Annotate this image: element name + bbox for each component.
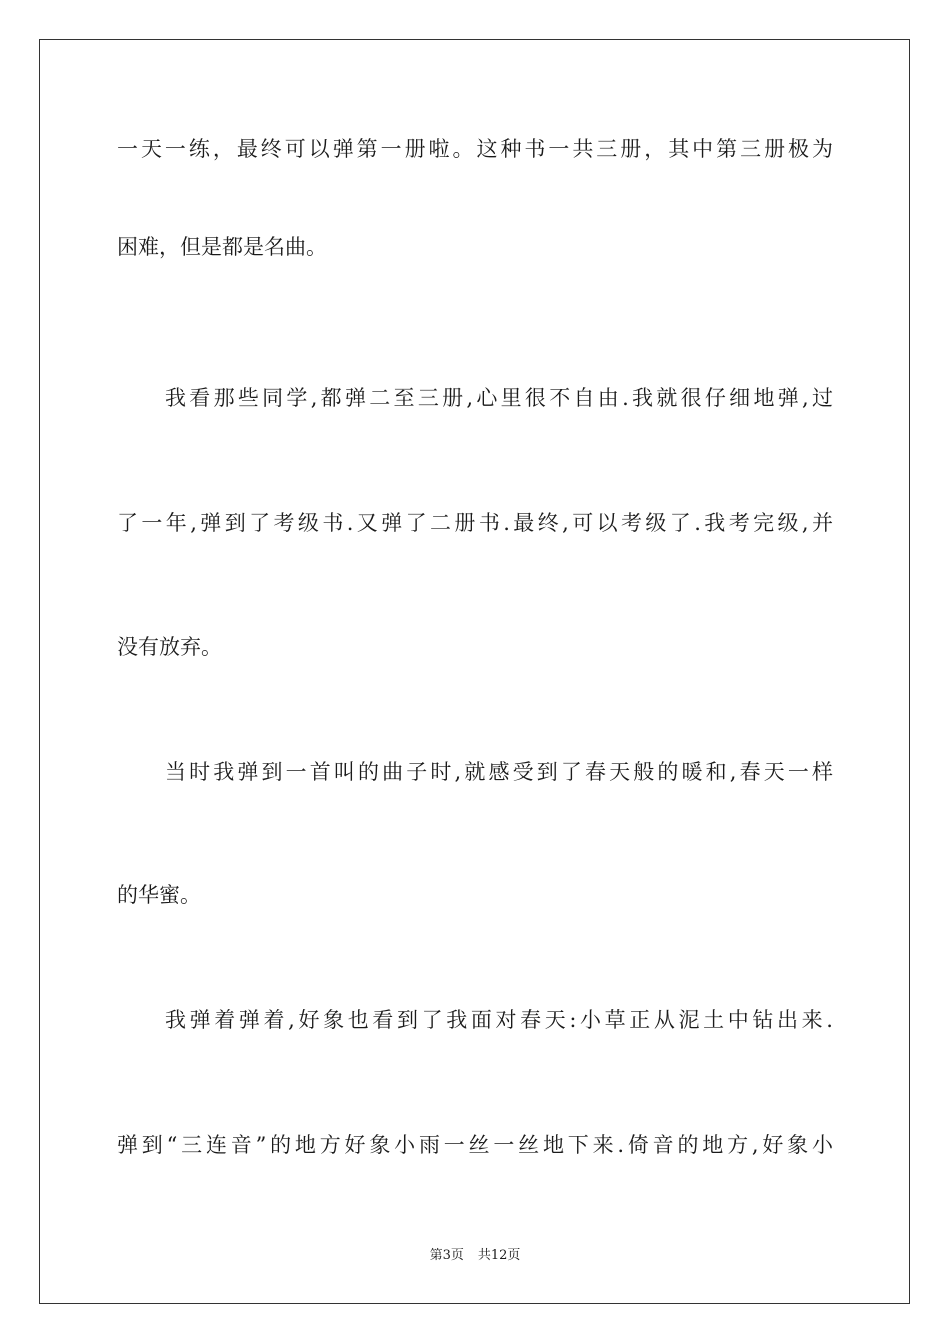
- text-line-2: 困难，但是都是名曲。: [117, 235, 327, 259]
- page-number: 第3页: [429, 1248, 464, 1263]
- text-line-5: 没有放弃。: [117, 635, 222, 659]
- text-line-6: 当时我弹到一首叫的曲子时,就感受到了春天般的暖和,春天一样: [165, 760, 833, 784]
- text-line-8: 我弹着弹着,好象也看到了我面对春天:小草正从泥土中钻出来.: [165, 1008, 833, 1032]
- text-line-1: 一天一练，最终可以弹第一册啦。这种书一共三册，其中第三册极为: [117, 137, 833, 161]
- text-line-3: 我看那些同学,都弹二至三册,心里很不自由.我就很仔细地弹,过: [165, 386, 833, 410]
- text-line-4: 了一年,弹到了考级书.又弹了二册书.最终,可以考级了.我考完级,并: [117, 511, 833, 535]
- page-frame: [39, 39, 910, 1304]
- page-total: 共12页: [477, 1248, 521, 1263]
- text-line-7: 的华蜜。: [117, 883, 201, 907]
- page-footer: [0, 1247, 950, 1265]
- text-line-9: 弹到“三连音”的地方好象小雨一丝一丝地下来.倚音的地方,好象小: [117, 1133, 833, 1157]
